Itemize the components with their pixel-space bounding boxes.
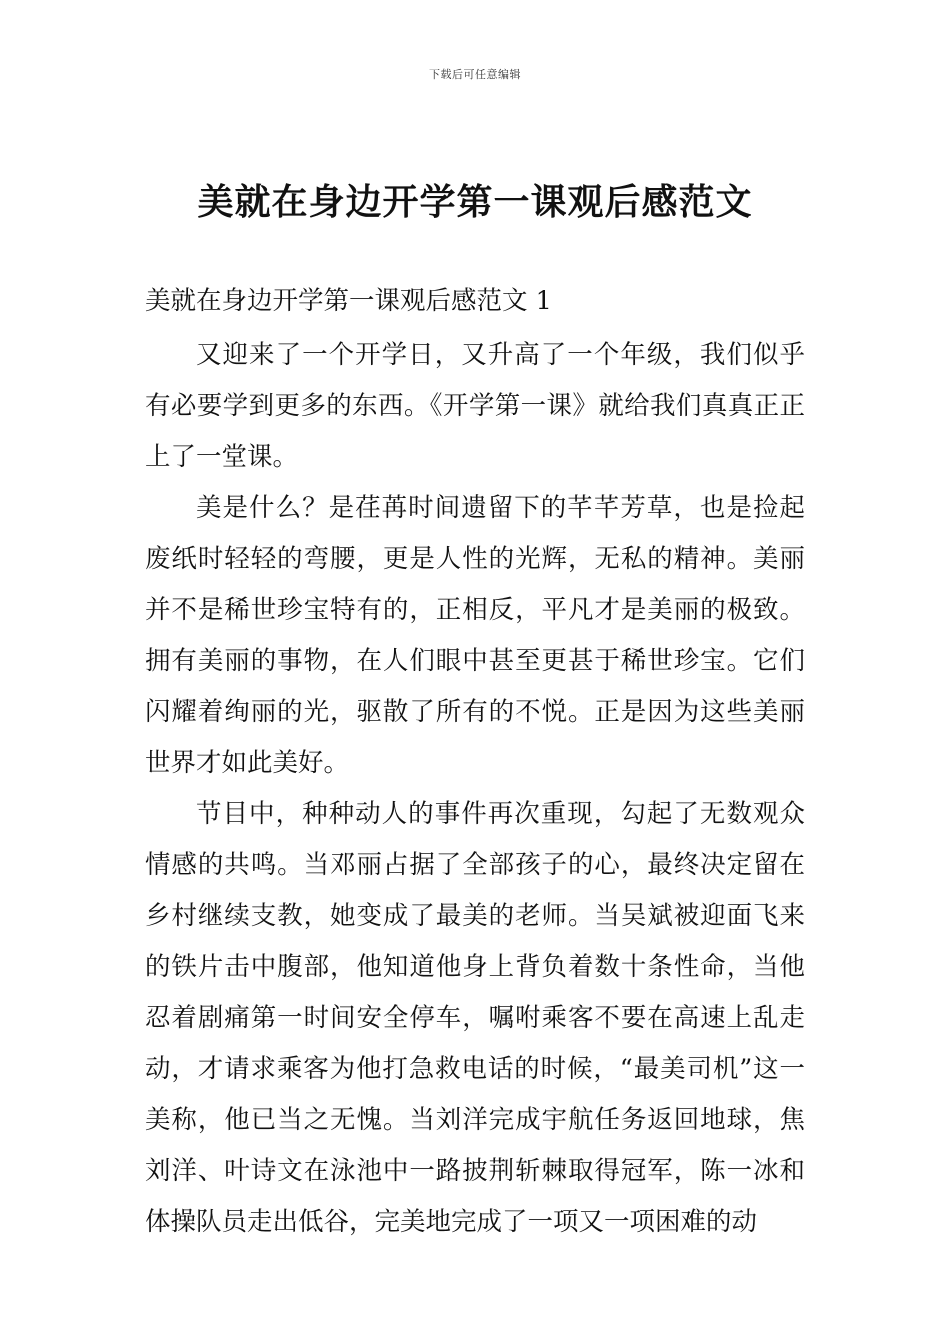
paragraph: 又迎来了一个开学日，又升高了一个年级，我们似乎有必要学到更多的东西。《开学第一课》就给我们真真正正上了一堂课。 — [145, 340, 805, 472]
document-title: 美就在身边开学第一课观后感范文 — [197, 181, 753, 223]
paragraph: 美是什么？是荏苒时间遗留下的芊芊芳草，也是捡起废纸时轻轻的弯腰，更是人性的光辉，无私的精神。美丽并不是稀世珍宝特有的，正相反，平凡才是美丽的极致。拥有美丽的事物，在人们眼中甚至更甚于稀世珍宝。它们闪耀着绚丽的光，驱散了所有的不悦。正是因为这些美丽世界才如此美好。 — [145, 493, 805, 778]
paragraph: 节目中，种种动人的事件再次重现，勾起了无数观众情感的共鸣。当邓丽占据了全部孩子的心，最终决定留在乡村继续支教，她变成了最美的老师。当吴斌被迎面飞来的铁片击中腹部，他知道他身上背负着数十条性命，当他忍着剧痛第一时间安全停车，嘱咐乘客不要在高速上乱走动，才请求乘客为他打急救电话的时候，“最美司机”这一美称，他已当之无愧。当刘洋完成宇航任务返回地球，焦刘洋、叶诗文在泳池中一路披荆斩棘取得冠军，陈一冰和体操队员走出低谷，完美地完成了一项又一项困难的动 — [145, 799, 805, 1237]
section-heading: 美就在身边开学第一课观后感范文 1 — [145, 286, 552, 316]
header-note: 下载后可任意编辑 — [429, 68, 521, 81]
document-body — [145, 280, 805, 1248]
